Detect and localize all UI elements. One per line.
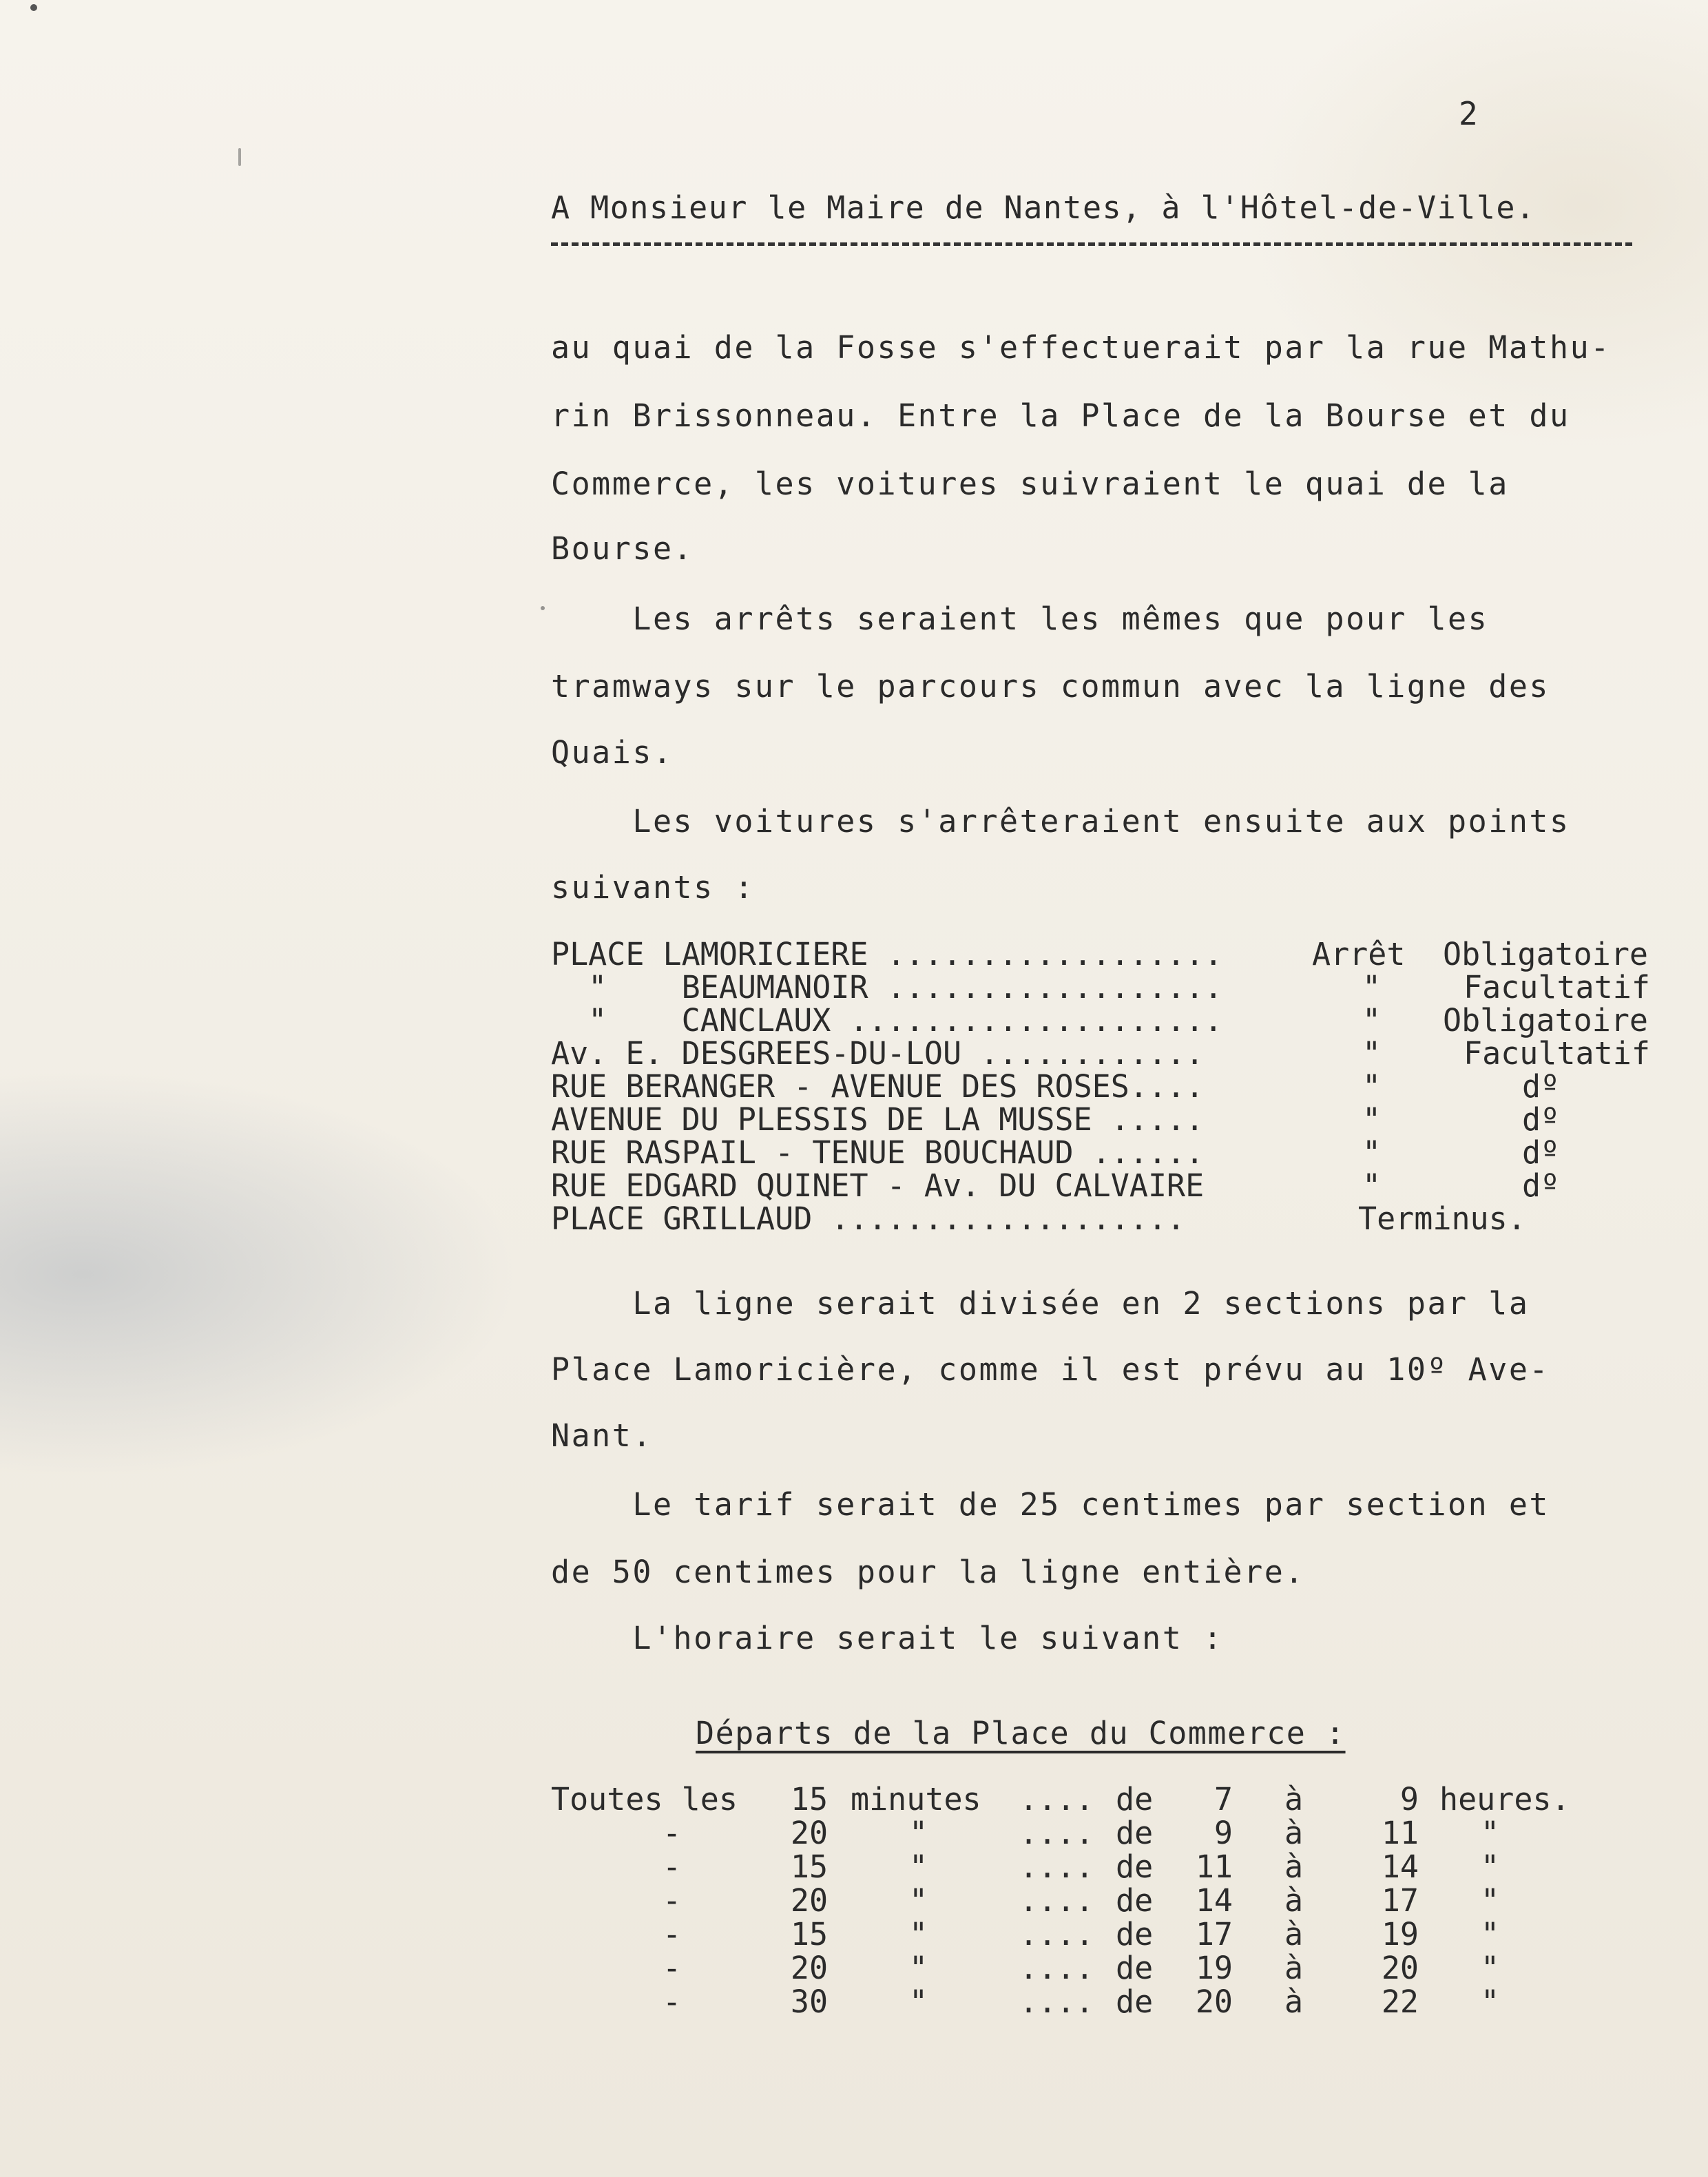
schedule-de: de	[1116, 1781, 1154, 1817]
schedule-a: à	[1284, 1950, 1304, 1986]
schedule-dots: ....	[1019, 1848, 1094, 1885]
schedule-title: Départs de la Place du Commerce :	[696, 1715, 1346, 1751]
schedule-hours: heures.	[1439, 1781, 1570, 1817]
schedule-from: 7	[1214, 1781, 1233, 1817]
schedule-interval: 20	[790, 1882, 829, 1919]
schedule-interval: 15	[790, 1916, 829, 1952]
stop-mark: "	[1362, 1035, 1382, 1072]
schedule-hours: "	[1481, 1916, 1500, 1952]
schedule-from: 14	[1195, 1882, 1233, 1919]
text-line: Place Lamoricière, comme il est prévu au 10º Ave-	[551, 1351, 1550, 1388]
schedule-interval: 15	[790, 1848, 829, 1885]
stop-mark: Arrêt	[1312, 936, 1406, 972]
text-line: L'horaire serait le suivant :	[551, 1620, 1224, 1656]
schedule-to: 20	[1381, 1950, 1419, 1986]
schedule-to: 19	[1381, 1916, 1419, 1952]
text-line: La ligne serait divisée en 2 sections par la	[551, 1285, 1530, 1322]
schedule-from: 19	[1195, 1950, 1233, 1986]
text-line: rin Brissonneau. Entre la Place de la Bourse et du	[551, 397, 1570, 434]
schedule-from: 20	[1195, 1983, 1233, 2020]
text-line: suivants :	[551, 869, 755, 906]
stop-type: dº	[1522, 1101, 1560, 1138]
schedule-de: de	[1116, 1916, 1154, 1952]
text-line: au quai de la Fosse s'effectuerait par la rue Mathu-	[551, 329, 1611, 366]
stop-mark: "	[1362, 1101, 1382, 1138]
schedule-lead: -	[663, 1882, 682, 1919]
stop-type: Facultatif	[1464, 969, 1650, 1006]
schedule-de: de	[1116, 1848, 1154, 1885]
schedule-interval: 20	[790, 1950, 829, 1986]
stop-name: RUE EDGARD QUINET - Av. DU CALVAIRE	[551, 1167, 1205, 1204]
schedule-a: à	[1284, 1983, 1304, 2020]
schedule-de: de	[1116, 1950, 1154, 1986]
text-line: Bourse.	[551, 530, 694, 567]
text-line: tramways sur le parcours commun avec la ligne des	[551, 668, 1550, 705]
text-line: Quais.	[551, 734, 674, 771]
stop-type: dº	[1522, 1167, 1560, 1204]
schedule-de: de	[1116, 1882, 1154, 1919]
schedule-from: 9	[1214, 1815, 1233, 1851]
schedule-hours: "	[1481, 1983, 1500, 2020]
stop-type: Obligatoire	[1443, 936, 1649, 972]
schedule-hours: "	[1481, 1882, 1500, 1919]
page-number: 2	[1459, 95, 1478, 132]
schedule-unit: "	[909, 1950, 928, 1986]
stop-mark: "	[1362, 1134, 1382, 1171]
schedule-de: de	[1116, 1815, 1154, 1851]
schedule-dots: ....	[1019, 1882, 1094, 1919]
stop-name: AVENUE DU PLESSIS DE LA MUSSE .....	[551, 1101, 1205, 1138]
schedule-lead: Toutes les	[551, 1781, 738, 1817]
schedule-hours: "	[1481, 1950, 1500, 1986]
schedule-to: 17	[1381, 1882, 1419, 1919]
schedule-dots: ....	[1019, 1916, 1094, 1952]
text-line: Nant.	[551, 1417, 653, 1454]
schedule-dots: ....	[1019, 1983, 1094, 2020]
schedule-to: 9	[1399, 1781, 1419, 1817]
schedule-lead: -	[663, 1848, 682, 1885]
schedule-to: 14	[1381, 1848, 1419, 1885]
text-line: de 50 centimes pour la ligne entière.	[551, 1554, 1305, 1590]
stop-type: Facultatif	[1464, 1035, 1650, 1072]
schedule-from: 11	[1195, 1848, 1233, 1885]
schedule-a: à	[1284, 1848, 1304, 1885]
schedule-unit: minutes	[851, 1781, 981, 1817]
schedule-dots: ....	[1019, 1781, 1094, 1817]
text-line: Les arrêts seraient les mêmes que pour les	[551, 601, 1489, 637]
stop-name: PLACE LAMORICIERE ..................	[551, 936, 1223, 972]
schedule-interval: 20	[790, 1815, 829, 1851]
stop-type: Terminus.	[1358, 1200, 1526, 1237]
stop-mark: "	[1362, 1002, 1382, 1039]
schedule-interval: 15	[790, 1781, 829, 1817]
stop-name: Av. E. DESGREES-DU-LOU ............	[551, 1035, 1205, 1072]
schedule-dots: ....	[1019, 1815, 1094, 1851]
stop-name: RUE RASPAIL - TENUE BOUCHAUD ......	[551, 1134, 1205, 1171]
paper-speck	[541, 606, 545, 610]
schedule-lead: -	[663, 1983, 682, 2020]
text-line: Les voitures s'arrêteraient ensuite aux points	[551, 803, 1570, 840]
schedule-a: à	[1284, 1781, 1304, 1817]
schedule-a: à	[1284, 1882, 1304, 1919]
schedule-unit: "	[909, 1983, 928, 2020]
schedule-hours: "	[1481, 1848, 1500, 1885]
schedule-unit: "	[909, 1848, 928, 1885]
stop-type: Obligatoire	[1443, 1002, 1649, 1039]
schedule-to: 22	[1381, 1983, 1419, 2020]
stop-mark: "	[1362, 1068, 1382, 1105]
schedule-a: à	[1284, 1815, 1304, 1851]
schedule-from: 17	[1195, 1916, 1233, 1952]
stop-type: dº	[1522, 1134, 1560, 1171]
schedule-unit: "	[909, 1882, 928, 1919]
stop-name: " BEAUMANOIR ..................	[551, 969, 1223, 1006]
schedule-lead: -	[663, 1950, 682, 1986]
schedule-lead: -	[663, 1916, 682, 1952]
stop-name: RUE BERANGER - AVENUE DES ROSES....	[551, 1068, 1205, 1105]
stop-type: dº	[1522, 1068, 1560, 1105]
addressee-heading: A Monsieur le Maire de Nantes, à l'Hôtel-de-Ville.	[551, 189, 1536, 226]
paper-speck	[30, 4, 37, 11]
stop-name: " CANCLAUX ....................	[551, 1002, 1223, 1039]
stop-mark: "	[1362, 1167, 1382, 1204]
schedule-unit: "	[909, 1815, 928, 1851]
schedule-to: 11	[1381, 1815, 1419, 1851]
text-line: Le tarif serait de 25 centimes par section et	[551, 1486, 1550, 1523]
schedule-dots: ....	[1019, 1950, 1094, 1986]
schedule-unit: "	[909, 1916, 928, 1952]
schedule-interval: 30	[790, 1983, 829, 2020]
paper-speck	[238, 148, 241, 166]
stop-mark: "	[1362, 969, 1382, 1006]
stop-name: PLACE GRILLAUD ...................	[551, 1200, 1186, 1237]
dashed-rule	[551, 242, 1632, 246]
schedule-a: à	[1284, 1916, 1304, 1952]
text-line: Commerce, les voitures suivraient le quai de la	[551, 466, 1509, 502]
schedule-hours: "	[1481, 1815, 1500, 1851]
schedule-de: de	[1116, 1983, 1154, 2020]
schedule-lead: -	[663, 1815, 682, 1851]
